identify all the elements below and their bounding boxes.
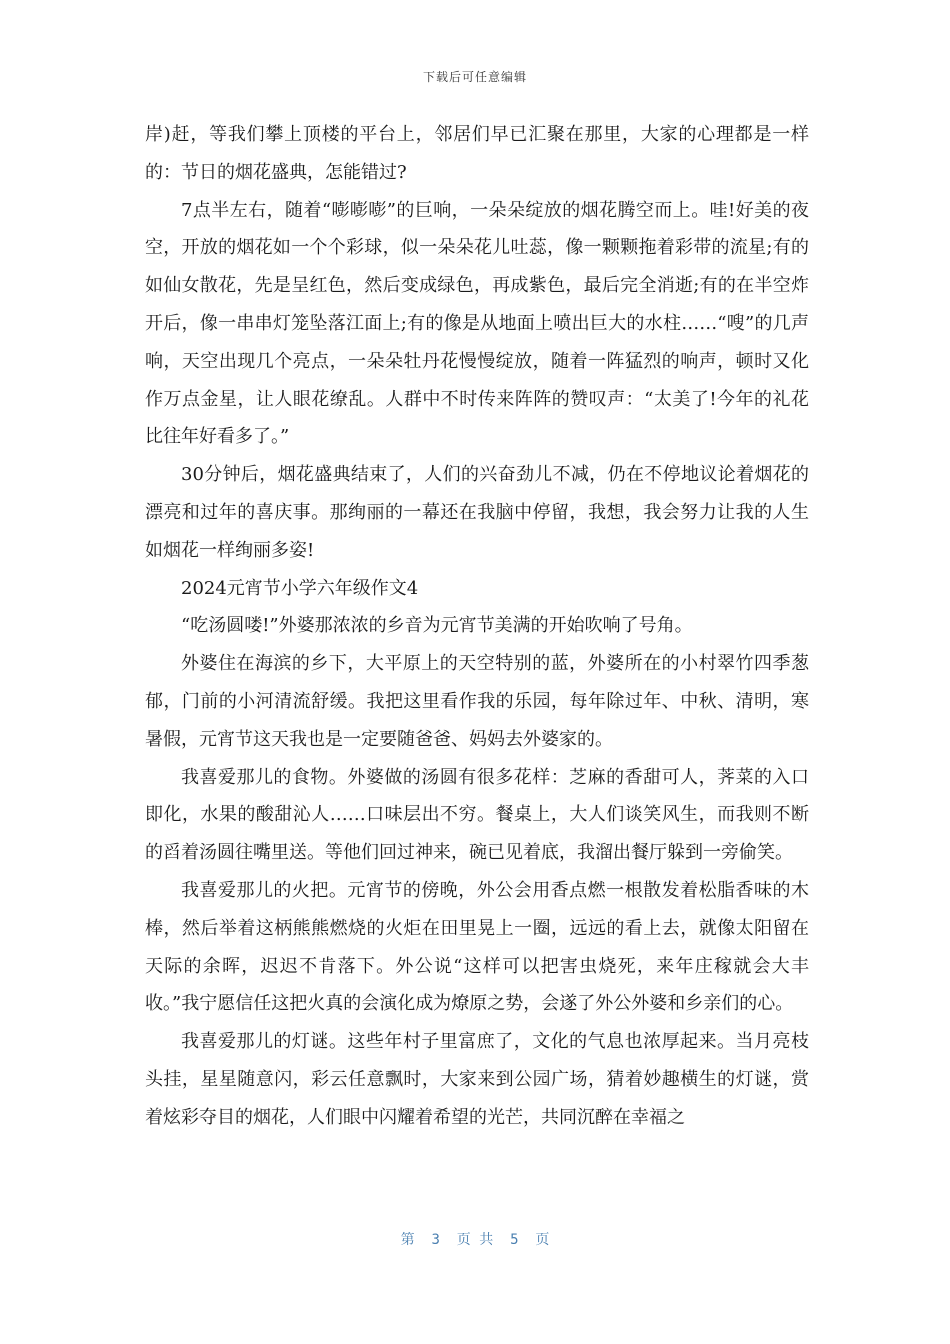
paragraph: 岸)赶，等我们攀上顶楼的平台上，邻居们早已汇聚在那里，大家的心理都是一样的：节日的烟花盛典，怎能错过?	[145, 124, 809, 183]
paragraph: 我喜爱那儿的火把。元宵节的傍晚，外公会用香点燃一根散发着松脂香味的木棒，然后举着这柄熊熊燃烧的火炬在田里晃上一圈，远远的看上去，就像太阳留在天际的余晖，迟迟不肯落下。外公说“这样可以把害虫烧死，来年庄稼就会大丰收。”我宁愿信任这把火真的会演化成为燎原之势，会遂了外公外婆和乡亲们的心。	[145, 879, 809, 1015]
paragraph: 我喜爱那儿的食物。外婆做的汤圆有很多花样：芝麻的香甜可人，荠菜的入口即化，水果的酸甜沁人……口味层出不穷。餐桌上，大人们谈笑风生，而我则不断的舀着汤圆往嘴里送。等他们回过神来，碗已见着底，我溜出餐厅躲到一旁偷笑。	[145, 766, 809, 864]
paragraph: 30分钟后，烟花盛典结束了，人们的兴奋劲儿不减，仍在不停地议论着烟花的漂亮和过年的喜庆事。那绚丽的一幕还在我脑中停留，我想，我会努力让我的人生如烟花一样绚丽多姿!	[145, 464, 809, 561]
paragraph: 外婆住在海滨的乡下，大平原上的天空特别的蓝，外婆所在的小村翠竹四季葱郁，门前的小河清流舒缓。我把这里看作我的乐园，每年除过年、中秋、清明，寒暑假，元宵节这天我也是一定要随爸爸、妈妈去外婆家的。	[145, 653, 809, 750]
document-body	[145, 116, 809, 1137]
paragraph: “吃汤圆喽!”外婆那浓浓的乡音为元宵节美满的开始吹响了号角。	[181, 615, 693, 637]
page-header: 下载后可任意编辑	[422, 70, 527, 84]
essay-title: 2024元宵节小学六年级作文4	[181, 577, 419, 599]
paragraph: 我喜爱那儿的灯谜。这些年村子里富庶了，文化的气息也浓厚起来。当月亮枝头挂，星星随意闪，彩云任意飘时，大家来到公园广场，猜着妙趣横生的灯谜，赏着炫彩夺目的烟花，人们眼中闪耀着希望的光芒，共同沉醉在幸福之	[145, 1031, 809, 1128]
page-number: 第 3 页 共 5 页	[400, 1232, 550, 1248]
paragraph: 7点半左右，随着“嘭嘭嘭”的巨响，一朵朵绽放的烟花腾空而上。哇!好美的夜空，开放的烟花如一个个彩球，似一朵朵花儿吐蕊，像一颗颗拖着彩带的流星;有的如仙女散花，先是呈红色，然后变成绿色，再成紫色，最后完全消逝;有的在半空炸开后，像一串串灯笼坠落江面上;有的像是从地面上喷出巨大的水柱……“嗖”的几声响，天空出现几个亮点，一朵朵牡丹花慢慢绽放，随着一阵猛烈的响声，顿时又化作万点金星，让人眼花缭乱。人群中不时传来阵阵的赞叹声：“太美了!今年的礼花比往年好看多了。”	[145, 199, 809, 448]
